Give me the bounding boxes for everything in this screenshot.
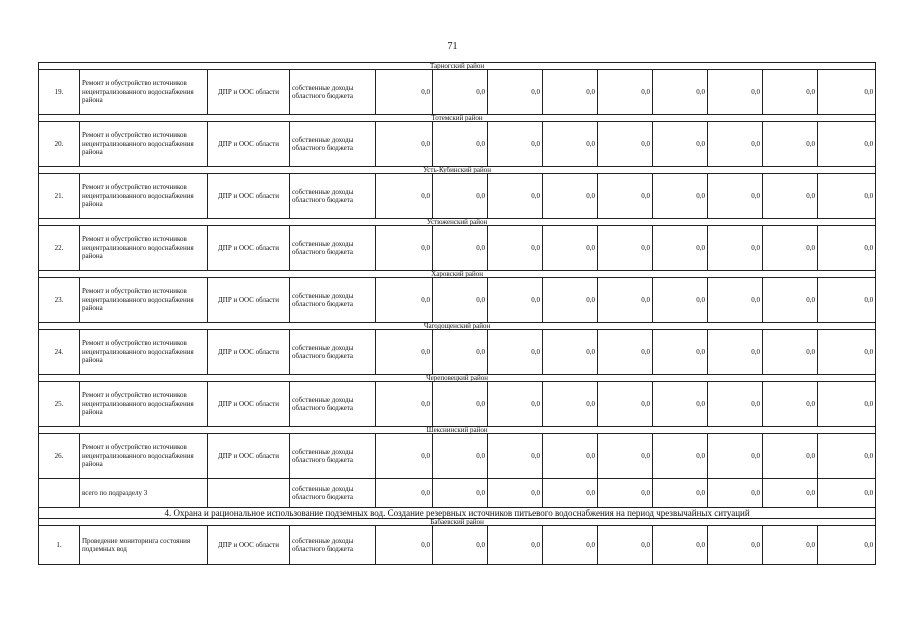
table-row: [39, 226, 876, 271]
budget-table: [38, 62, 876, 565]
value-cell: 0,0: [708, 174, 763, 219]
value-cell: 0,0: [598, 70, 653, 115]
executor: ДПР и ООС области: [208, 434, 290, 479]
value-cell: 0,0: [818, 70, 876, 115]
value-cell: 0,0: [708, 70, 763, 115]
value-cell: 0,0: [543, 434, 598, 479]
value-cell: 0,0: [376, 434, 433, 479]
measure-name: Ремонт и обустройство источников нецентрализованного водоснабжения района: [80, 278, 208, 323]
region-header-row: [39, 219, 876, 226]
row-number: 24.: [39, 330, 80, 375]
measure-name: Ремонт и обустройство источников нецентрализованного водоснабжения района: [80, 330, 208, 375]
table-row: [39, 278, 876, 323]
value-cell: 0,0: [433, 434, 488, 479]
value-cell: 0,0: [376, 479, 433, 508]
funding-source: собственные доходы областного бюджета: [290, 434, 376, 479]
value-cell: 0,0: [543, 278, 598, 323]
value-cell: 0,0: [598, 382, 653, 427]
region-header-row: [39, 323, 876, 330]
region-name: Усть-Кубинский район: [39, 167, 876, 174]
value-cell: 0,0: [653, 278, 708, 323]
value-cell: 0,0: [376, 278, 433, 323]
region-header-row: [39, 63, 876, 70]
table-row: [39, 526, 876, 565]
value-cell: 0,0: [653, 226, 708, 271]
region-name: Шекснинский район: [39, 427, 876, 434]
measure-name: Проведение мониторинга состояния подземных вод: [80, 526, 208, 565]
region-name: Тарногский район: [39, 63, 876, 70]
executor: ДПР и ООС области: [208, 70, 290, 115]
value-cell: 0,0: [543, 174, 598, 219]
value-cell: 0,0: [598, 479, 653, 508]
value-cell: 0,0: [653, 479, 708, 508]
funding-source: собственные доходы областного бюджета: [290, 526, 376, 565]
region-name: Бабаевский район: [39, 519, 876, 526]
value-cell: 0,0: [376, 174, 433, 219]
value-cell: 0,0: [818, 382, 876, 427]
value-cell: 0,0: [818, 434, 876, 479]
value-cell: 0,0: [763, 122, 818, 167]
value-cell: 0,0: [818, 479, 876, 508]
table-row: [39, 330, 876, 375]
executor: ДПР и ООС области: [208, 526, 290, 565]
value-cell: 0,0: [763, 174, 818, 219]
table-row: [39, 122, 876, 167]
funding-source: собственные доходы областного бюджета: [290, 70, 376, 115]
value-cell: 0,0: [433, 278, 488, 323]
value-cell: 0,0: [598, 526, 653, 565]
value-cell: 0,0: [433, 122, 488, 167]
region-header-row: [39, 167, 876, 174]
value-cell: 0,0: [433, 526, 488, 565]
executor: ДПР и ООС области: [208, 122, 290, 167]
value-cell: 0,0: [653, 434, 708, 479]
value-cell: 0,0: [708, 479, 763, 508]
value-cell: 0,0: [598, 330, 653, 375]
table-row: [39, 70, 876, 115]
total-row: [39, 479, 876, 508]
value-cell: 0,0: [543, 382, 598, 427]
funding-source: собственные доходы областного бюджета: [290, 278, 376, 323]
region-header-row: [39, 115, 876, 122]
value-cell: 0,0: [818, 278, 876, 323]
value-cell: 0,0: [818, 526, 876, 565]
value-cell: 0,0: [433, 174, 488, 219]
total-label: всего по подразделу 3: [80, 479, 208, 508]
value-cell: 0,0: [433, 479, 488, 508]
value-cell: 0,0: [708, 330, 763, 375]
region-header-row: [39, 375, 876, 382]
value-cell: 0,0: [488, 278, 543, 323]
value-cell: 0,0: [708, 434, 763, 479]
value-cell: 0,0: [818, 122, 876, 167]
value-cell: 0,0: [763, 226, 818, 271]
value-cell: 0,0: [488, 479, 543, 508]
value-cell: 0,0: [488, 330, 543, 375]
value-cell: 0,0: [376, 382, 433, 427]
value-cell: 0,0: [543, 479, 598, 508]
value-cell: 0,0: [653, 526, 708, 565]
value-cell: 0,0: [433, 226, 488, 271]
funding-source: собственные доходы областного бюджета: [290, 382, 376, 427]
value-cell: 0,0: [598, 174, 653, 219]
table-row: [39, 174, 876, 219]
executor: ДПР и ООС области: [208, 174, 290, 219]
executor: ДПР и ООС области: [208, 278, 290, 323]
value-cell: 0,0: [598, 434, 653, 479]
value-cell: 0,0: [598, 226, 653, 271]
page-number: 71: [447, 41, 458, 52]
value-cell: 0,0: [543, 70, 598, 115]
value-cell: 0,0: [488, 174, 543, 219]
value-cell: 0,0: [708, 526, 763, 565]
region-name: Чагодощенский район: [39, 323, 876, 330]
funding-source: собственные доходы областного бюджета: [290, 174, 376, 219]
value-cell: 0,0: [376, 526, 433, 565]
funding-source: собственные доходы областного бюджета: [290, 226, 376, 271]
value-cell: 0,0: [433, 70, 488, 115]
row-number: 26.: [39, 434, 80, 479]
value-cell: 0,0: [653, 122, 708, 167]
value-cell: 0,0: [653, 70, 708, 115]
total-executor-empty: [208, 479, 290, 508]
value-cell: 0,0: [376, 70, 433, 115]
value-cell: 0,0: [708, 226, 763, 271]
executor: ДПР и ООС области: [208, 382, 290, 427]
value-cell: 0,0: [653, 330, 708, 375]
value-cell: 0,0: [708, 122, 763, 167]
value-cell: 0,0: [488, 382, 543, 427]
table-row: [39, 382, 876, 427]
measure-name: Ремонт и обустройство источников нецентрализованного водоснабжения района: [80, 382, 208, 427]
value-cell: 0,0: [763, 382, 818, 427]
funding-source: собственные доходы областного бюджета: [290, 122, 376, 167]
value-cell: 0,0: [433, 382, 488, 427]
value-cell: 0,0: [543, 526, 598, 565]
value-cell: 0,0: [488, 434, 543, 479]
row-number: 22.: [39, 226, 80, 271]
funding-source: собственные доходы областного бюджета: [290, 330, 376, 375]
row-number: 25.: [39, 382, 80, 427]
executor: ДПР и ООС области: [208, 330, 290, 375]
value-cell: 0,0: [818, 226, 876, 271]
value-cell: 0,0: [543, 226, 598, 271]
measure-name: Ремонт и обустройство источников нецентрализованного водоснабжения района: [80, 174, 208, 219]
value-cell: 0,0: [763, 330, 818, 375]
value-cell: 0,0: [763, 479, 818, 508]
value-cell: 0,0: [488, 122, 543, 167]
section-title: 4. Охрана и рациональное использование подземных вод. Создание резервных источников питьевого водоснабжения на период чрезвычайных ситуаций: [39, 508, 876, 519]
value-cell: 0,0: [543, 122, 598, 167]
funding-source: собственные доходы областного бюджета: [290, 479, 376, 508]
value-cell: 0,0: [818, 330, 876, 375]
measure-name: Ремонт и обустройство источников нецентрализованного водоснабжения района: [80, 70, 208, 115]
region-name: Тотемский район: [39, 115, 876, 122]
row-number: 21.: [39, 174, 80, 219]
row-number: 20.: [39, 122, 80, 167]
value-cell: 0,0: [376, 122, 433, 167]
value-cell: 0,0: [763, 278, 818, 323]
row-number: 19.: [39, 70, 80, 115]
table-body: [39, 63, 876, 565]
value-cell: 0,0: [763, 526, 818, 565]
value-cell: 0,0: [763, 434, 818, 479]
row-number: 1.: [39, 526, 80, 565]
region-name: Череповецкий район: [39, 375, 876, 382]
region-name: Устюженский район: [39, 219, 876, 226]
section-title-row: [39, 508, 876, 519]
value-cell: 0,0: [763, 70, 818, 115]
measure-name: Ремонт и обустройство источников нецентрализованного водоснабжения района: [80, 434, 208, 479]
value-cell: 0,0: [598, 278, 653, 323]
region-header-row: [39, 271, 876, 278]
value-cell: 0,0: [708, 382, 763, 427]
value-cell: 0,0: [543, 330, 598, 375]
value-cell: 0,0: [488, 70, 543, 115]
measure-name: Ремонт и обустройство источников нецентрализованного водоснабжения района: [80, 122, 208, 167]
value-cell: 0,0: [653, 174, 708, 219]
value-cell: 0,0: [488, 226, 543, 271]
value-cell: 0,0: [653, 382, 708, 427]
region-header-row: [39, 519, 876, 526]
row-number: 23.: [39, 278, 80, 323]
measure-name: Ремонт и обустройство источников нецентрализованного водоснабжения района: [80, 226, 208, 271]
region-header-row: [39, 427, 876, 434]
value-cell: 0,0: [376, 330, 433, 375]
value-cell: 0,0: [708, 278, 763, 323]
value-cell: 0,0: [818, 174, 876, 219]
value-cell: 0,0: [376, 226, 433, 271]
value-cell: 0,0: [598, 122, 653, 167]
total-empty-cell: [39, 479, 80, 508]
executor: ДПР и ООС области: [208, 226, 290, 271]
value-cell: 0,0: [488, 526, 543, 565]
region-name: Харовский район: [39, 271, 876, 278]
table-row: [39, 434, 876, 479]
value-cell: 0,0: [433, 330, 488, 375]
